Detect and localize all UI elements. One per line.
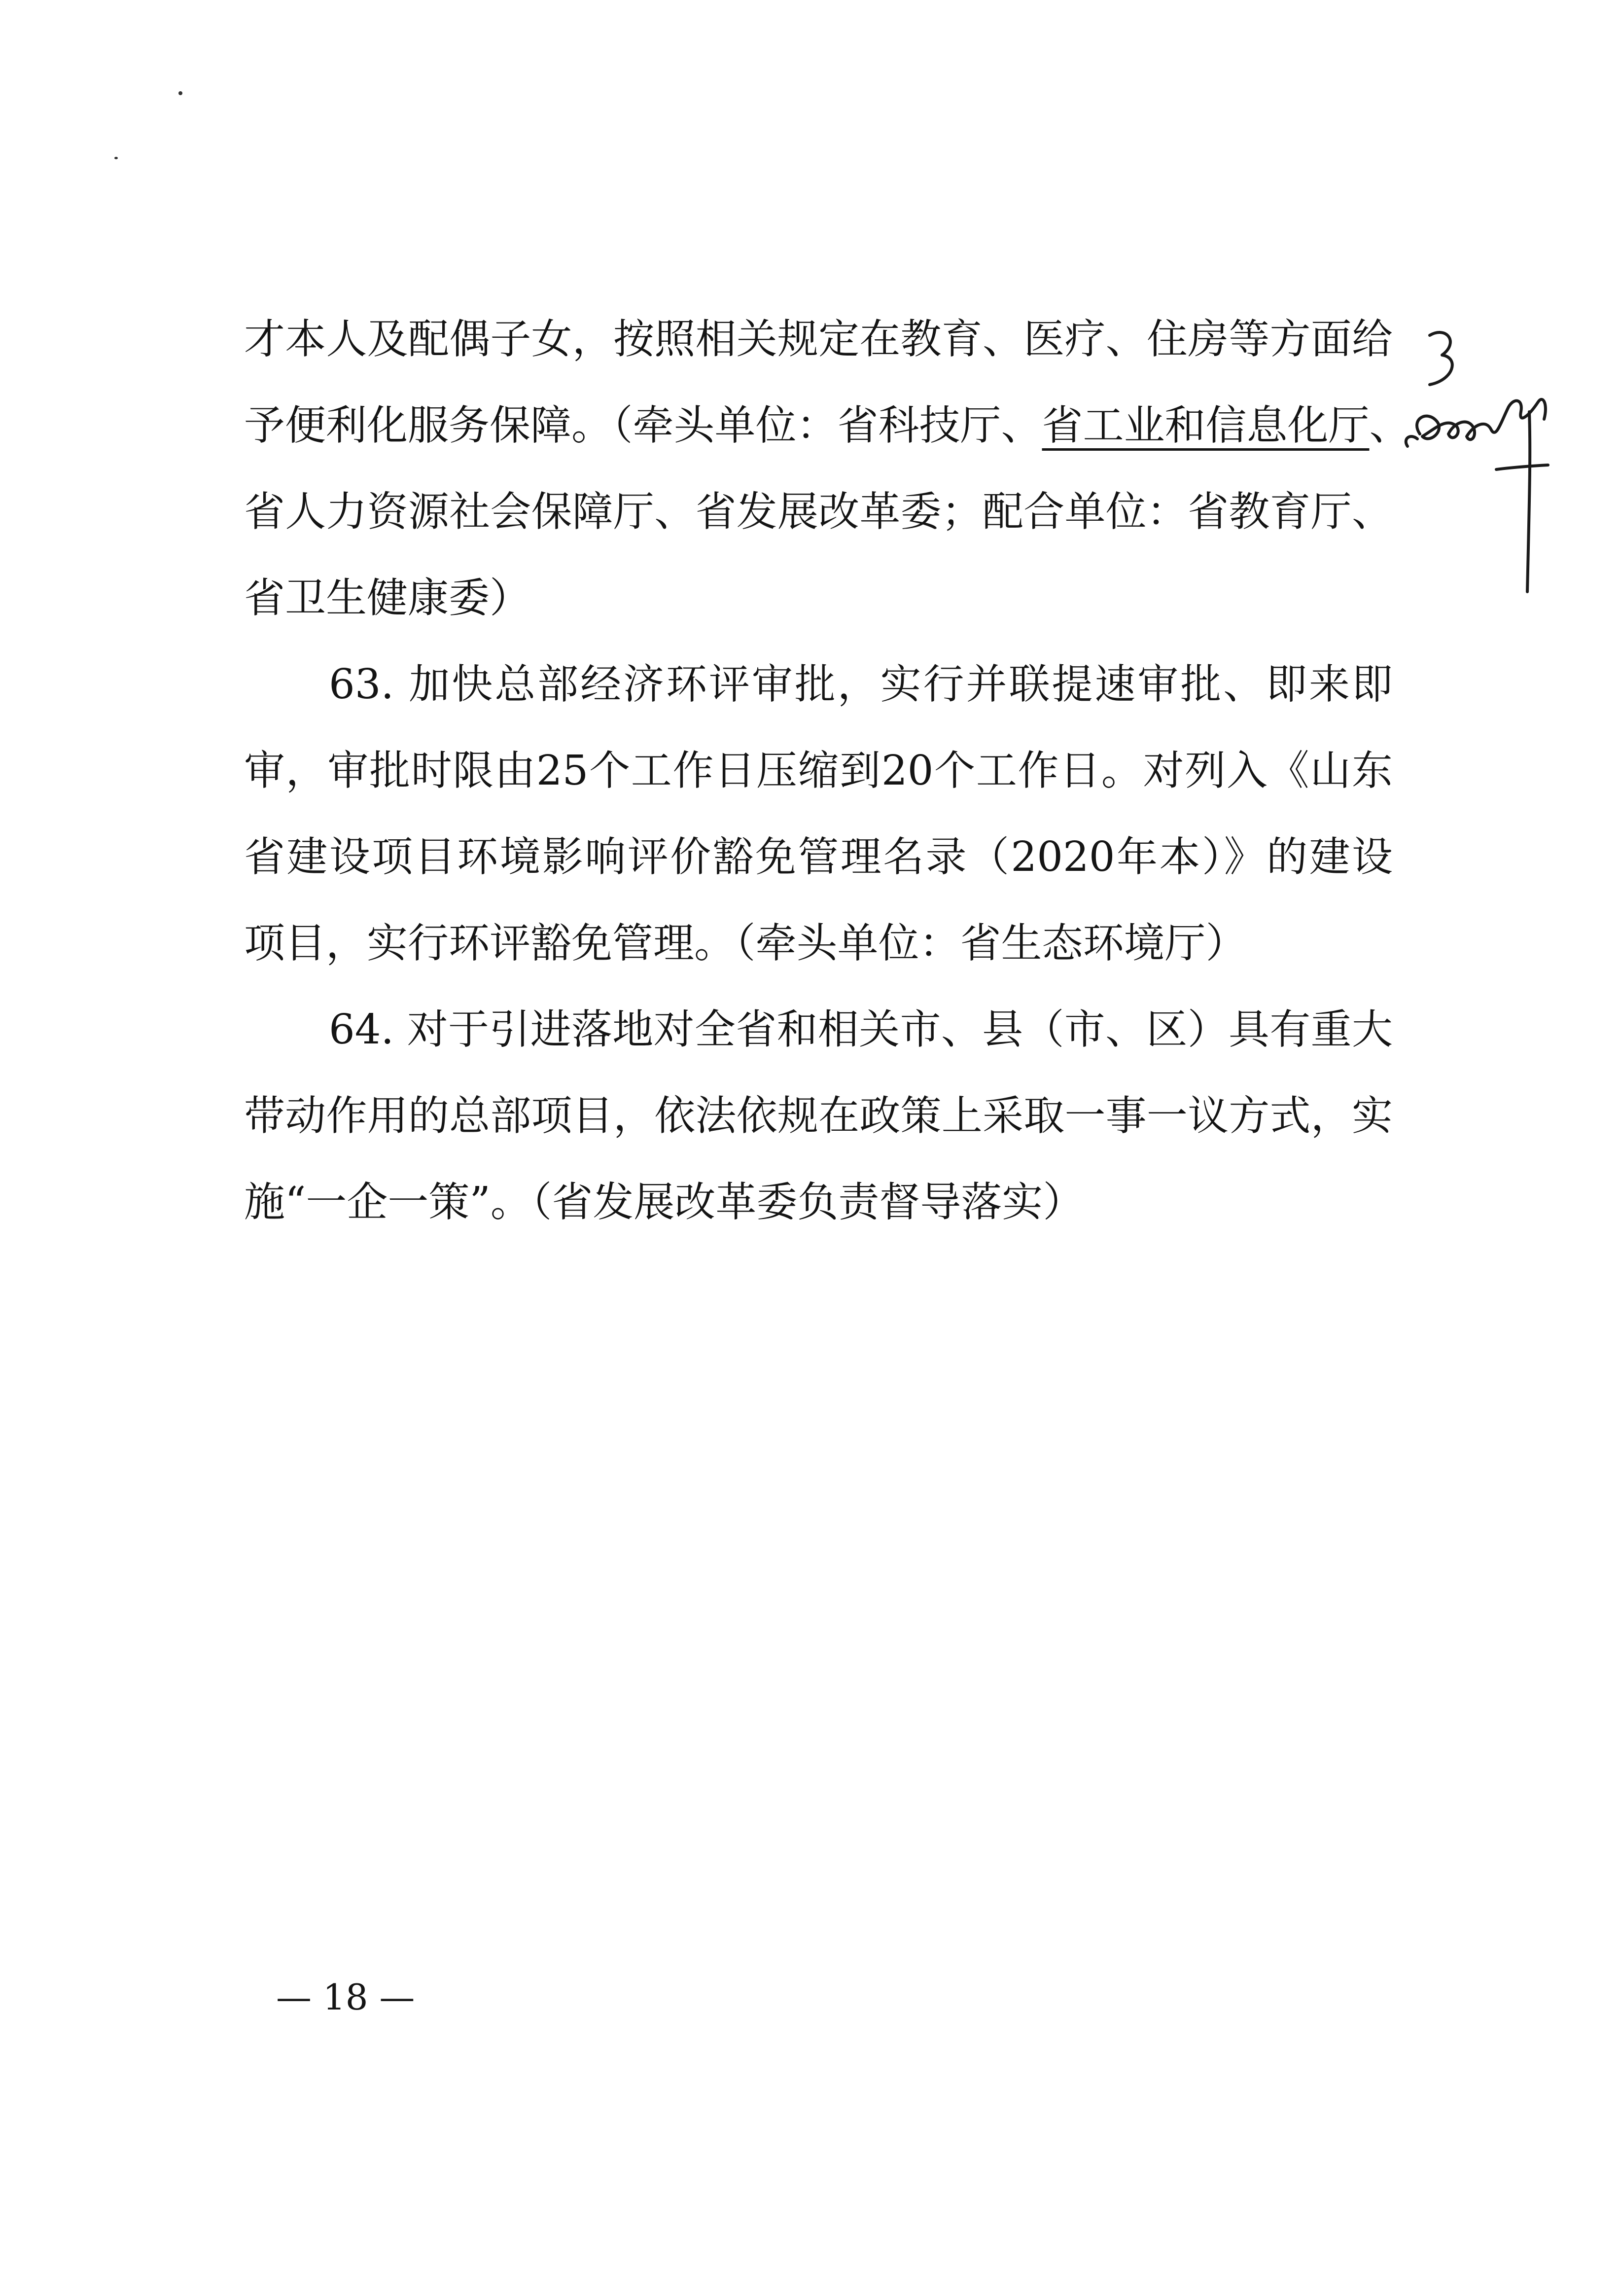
text-segment: 予便利化服务保障。（牵头单位：省科技厅、 [244,401,1042,449]
text-line: 施“一企一策”。（省发展改革委负责督导落实） [244,1178,1084,1226]
text-line: 带动作用的总部项目，依法依规在政策上采取一事一议方式，实 [244,1092,1393,1140]
scan-speck [178,91,182,95]
handwritten-signature [1400,316,1563,602]
text-line: 省人力资源社会保障厅、省发展改革委；配合单位：省教育厅、 [244,488,1393,536]
text-line: 省建设项目环境影响评价豁免管理名录（2020年本）》的建设 [244,833,1393,881]
text-line: 省卫生健康委） [244,574,530,622]
underlined-text: 省工业和信息化厅 [1042,401,1370,449]
paragraph-63-line: 63. 加快总部经济环评审批，实行并联提速审批、即来即 [329,660,1393,708]
paragraph-64-line: 64. 对于引进落地对全省和相关市、县（市、区）具有重大 [329,1005,1393,1053]
text-line: 项目，实行环评豁免管理。（牵头单位：省生态环境厅） [244,919,1247,967]
text-line: 才本人及配偶子女，按照相关规定在教育、医疗、住房等方面给 [244,315,1393,363]
body-text [244,296,1410,1245]
text-line: 审，审批时限由25个工作日压缩到20个工作日。对列入《山东 [244,747,1393,794]
text-line [244,382,1410,468]
text-segment: 、 [1369,401,1410,449]
scan-speck [114,157,118,159]
page-number: — 18 — [276,1976,415,2018]
